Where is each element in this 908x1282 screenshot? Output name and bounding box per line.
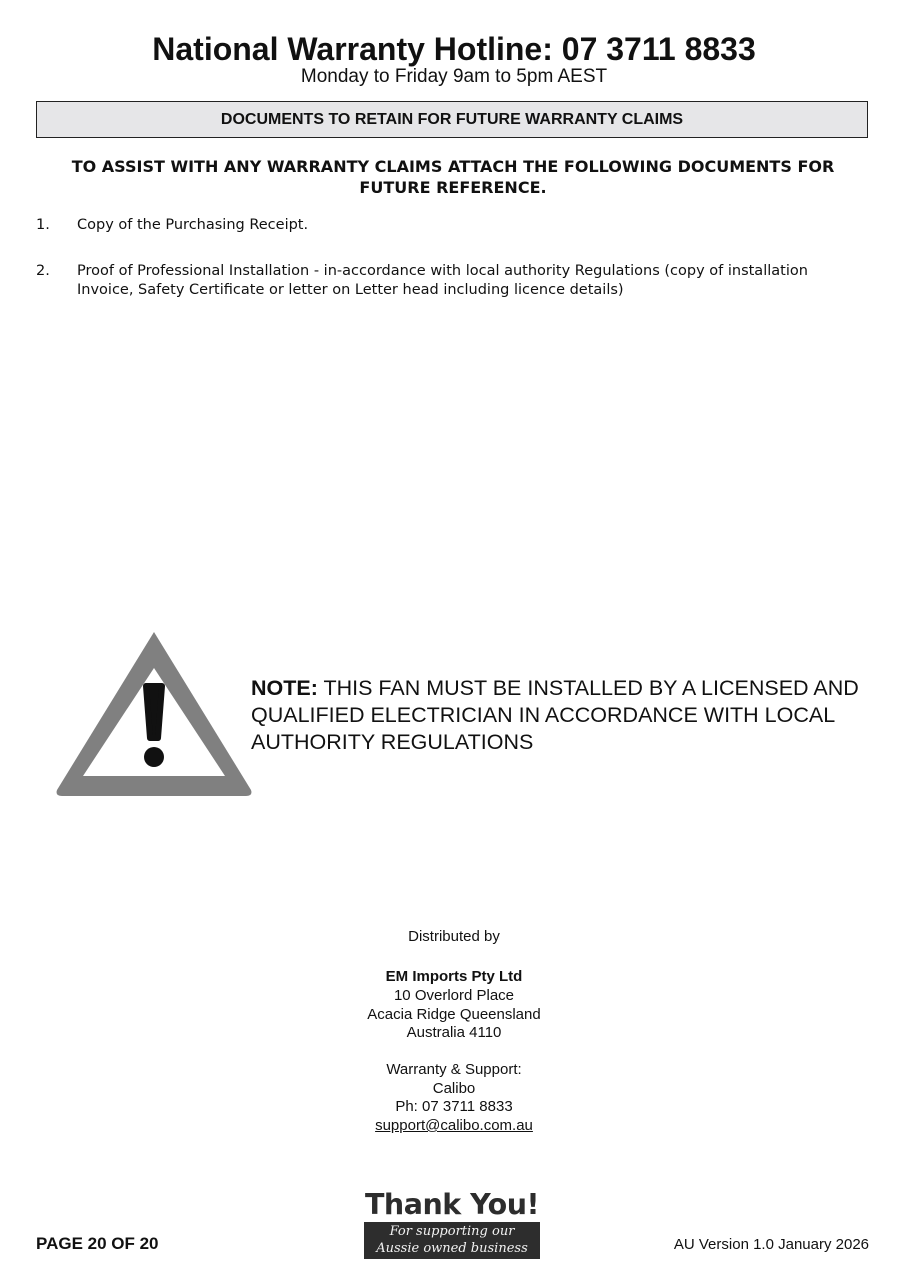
- support-phone: Ph: 07 3711 8833: [395, 1098, 513, 1115]
- support-label: Warranty & Support:: [386, 1061, 522, 1078]
- company-name: EM Imports Pty Ltd: [385, 968, 523, 985]
- support-brand: Calibo: [432, 1080, 476, 1097]
- hotline-hours: Monday to Friday 9am to 5pm AEST: [300, 66, 608, 87]
- support-email-link[interactable]: support@calibo.com.au: [375, 1117, 533, 1134]
- list-item-text: Proof of Professional Installation - in-accordance with local authority Regulations (copy of installation Invoice, Safety Certificate or letter on Letter head including licence details): [77, 263, 808, 298]
- installation-note: [251, 675, 871, 756]
- hotline-title: National Warranty Hotline: 07 3711 8833: [152, 31, 756, 67]
- list-item-text: Copy of the Purchasing Receipt.: [77, 217, 309, 233]
- list-item-number: 1.: [36, 217, 50, 233]
- documents-banner: DOCUMENTS TO RETAIN FOR FUTURE WARRANTY CLAIMS: [36, 101, 868, 138]
- note-label: NOTE:: [251, 676, 318, 700]
- thank-you-badge: [363, 1188, 541, 1259]
- tagline-line2: Aussie owned business: [376, 1241, 528, 1256]
- distributed-by-label: Distributed by: [408, 928, 500, 945]
- support-email-row: [0, 1117, 908, 1136]
- instructions-heading: TO ASSIST WITH ANY WARRANTY CLAIMS ATTACH THE FOLLOWING DOCUMENTS FOR FUTURE REFERENCE.: [71, 157, 835, 197]
- list-item-number: 2.: [36, 263, 50, 279]
- thank-you-title: Thank You!: [364, 1188, 539, 1221]
- address-line: Acacia Ridge Queensland: [367, 1006, 541, 1023]
- note-text: THIS FAN MUST BE INSTALLED BY A LICENSED AND QUALIFIED ELECTRICIAN IN ACCORDANCE WITH LOCAL AUTHORITY REGULATIONS: [251, 676, 859, 754]
- page-number: PAGE 20 OF 20: [36, 1234, 159, 1253]
- thank-you-tagline: [364, 1222, 540, 1259]
- tagline-line1: For supporting our: [389, 1224, 515, 1239]
- address-line: Australia 4110: [406, 1024, 502, 1041]
- version-label: AU Version 1.0 January 2026: [673, 1236, 869, 1253]
- address-line: 10 Overlord Place: [393, 987, 515, 1004]
- warning-triangle-icon: [55, 630, 253, 798]
